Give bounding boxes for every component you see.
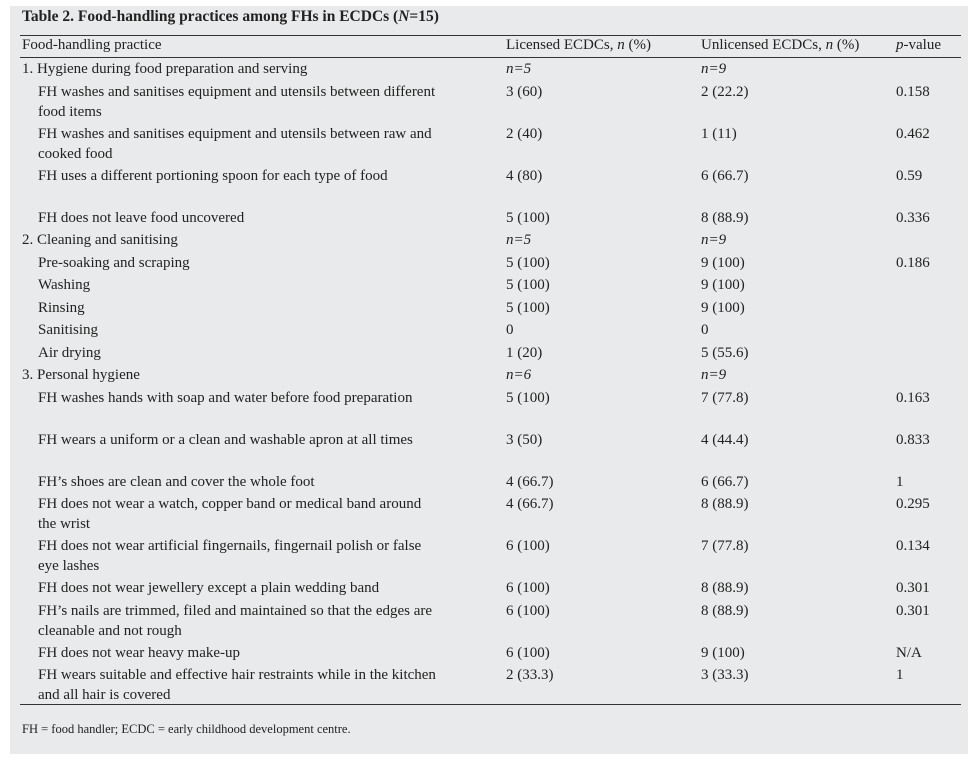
licensed-cell: n=6 — [506, 367, 532, 383]
practice-cell: FH does not wear a watch, copper band or medical band around the wrist — [38, 496, 422, 532]
table-title: Table 2. Food-handling practices among FHs in ECDCs (N=15) — [22, 8, 439, 25]
licensed-cell: 6 (100) — [506, 580, 550, 596]
table-row — [10, 535, 968, 577]
licensed-cell: 4 (66.7) — [506, 473, 554, 490]
licensed-cell: 2 (33.3) — [506, 667, 554, 683]
licensed-cell: 5 (100) — [506, 209, 550, 226]
practice-cell: Rinsing — [38, 299, 85, 316]
licensed-cell: 1 (20) — [506, 344, 543, 361]
p-value-cell: 1 — [896, 667, 904, 683]
table-row — [10, 387, 968, 429]
table-row — [10, 81, 968, 123]
unlicensed-cell: 1 (11) — [701, 125, 737, 142]
table-row — [10, 319, 968, 342]
licensed-cell: 4 (80) — [506, 167, 543, 184]
unlicensed-cell: 9 (100) — [701, 277, 745, 293]
unlicensed-cell: 8 (88.9) — [701, 209, 749, 226]
table-row — [10, 274, 968, 297]
table-row — [10, 297, 968, 320]
practice-cell: FH washes hands with soap and water before food preparation — [38, 389, 413, 406]
practice-cell: FH does not leave food uncovered — [38, 209, 245, 226]
table-panel — [10, 6, 968, 754]
table-row — [10, 664, 968, 706]
table-row — [10, 165, 968, 207]
practice-cell: FH does not wear heavy make-up — [38, 644, 241, 661]
practice-cell: FH washes and sanitises equipment and utensils between different food items — [38, 83, 436, 120]
section-heading: 2. Cleaning and sanitising — [22, 232, 178, 248]
header-licensed: Licensed ECDCs, n (%) — [506, 37, 651, 53]
practice-cell: Washing — [38, 277, 91, 293]
header-unlicensed: Unlicensed ECDCs, n (%) — [701, 37, 860, 53]
practice-cell: Pre-soaking and scraping — [38, 254, 190, 271]
section-row — [10, 364, 968, 387]
licensed-cell: 5 (100) — [506, 299, 550, 316]
licensed-cell: 4 (66.7) — [506, 496, 554, 512]
table-row — [10, 493, 968, 535]
licensed-cell: 0 — [506, 322, 514, 338]
p-value-cell: 0.336 — [896, 209, 930, 226]
licensed-cell: n=5 — [506, 61, 532, 77]
unlicensed-cell: 5 (55.6) — [701, 344, 749, 361]
table-row — [10, 342, 968, 365]
p-value-cell: 0.462 — [896, 125, 930, 142]
section-heading: 1. Hygiene during food preparation and serving — [22, 61, 308, 77]
p-value-cell: 0.833 — [896, 431, 930, 448]
unlicensed-cell: 7 (77.8) — [701, 538, 749, 554]
p-value-cell: 0.301 — [896, 602, 930, 619]
table-row — [10, 207, 968, 230]
practice-cell: FH uses a different portioning spoon for each type of food — [38, 167, 388, 184]
p-value-cell: 0.295 — [896, 496, 930, 512]
unlicensed-cell: n=9 — [701, 367, 727, 383]
table-row — [10, 642, 968, 665]
header-practice: Food-handling practice — [22, 37, 162, 53]
p-value-cell: 1 — [896, 473, 904, 490]
unlicensed-cell: 9 (100) — [701, 644, 745, 661]
practice-cell: FH’s shoes are clean and cover the whole foot — [38, 473, 315, 490]
practice-cell: FH does not wear artificial fingernails, fingernail polish or false eye lashes — [38, 538, 422, 574]
header-p-value: p-value — [896, 37, 941, 53]
licensed-cell: 5 (100) — [506, 277, 550, 293]
section-row — [10, 229, 968, 252]
bottom-rule — [20, 704, 961, 705]
licensed-cell: 3 (60) — [506, 83, 543, 100]
p-value-cell: 0.186 — [896, 254, 930, 271]
table-row — [10, 429, 968, 471]
table-row — [10, 123, 968, 165]
table-row — [10, 252, 968, 275]
unlicensed-cell: 2 (22.2) — [701, 83, 749, 100]
p-value-cell: 0.59 — [896, 167, 923, 184]
table-row — [10, 577, 968, 600]
practice-cell: FH wears a uniform or a clean and washable apron at all times — [38, 431, 413, 448]
unlicensed-cell: 3 (33.3) — [701, 667, 749, 683]
p-value-cell: 0.134 — [896, 538, 930, 554]
section-row — [10, 58, 968, 81]
practice-cell: Air drying — [38, 344, 101, 361]
table-row — [10, 471, 968, 494]
p-value-cell: N/A — [896, 644, 922, 661]
section-heading: 3. Personal hygiene — [22, 367, 140, 383]
unlicensed-cell: 8 (88.9) — [701, 580, 749, 596]
p-value-cell: 0.301 — [896, 580, 930, 596]
top-rule — [20, 35, 961, 36]
unlicensed-cell: 7 (77.8) — [701, 389, 749, 406]
unlicensed-cell: 8 (88.9) — [701, 496, 749, 512]
unlicensed-cell: 8 (88.9) — [701, 602, 749, 619]
p-value-cell: 0.158 — [896, 83, 930, 100]
licensed-cell: 6 (100) — [506, 602, 550, 619]
licensed-cell: 2 (40) — [506, 125, 543, 142]
table-body — [10, 58, 968, 706]
practice-cell: FH does not wear jewellery except a plain wedding band — [38, 580, 380, 596]
unlicensed-cell: n=9 — [701, 232, 727, 248]
licensed-cell: 6 (100) — [506, 538, 550, 554]
licensed-cell: 6 (100) — [506, 644, 550, 661]
unlicensed-cell: 9 (100) — [701, 299, 745, 316]
unlicensed-cell: 4 (44.4) — [701, 431, 749, 448]
table-row — [10, 600, 968, 642]
unlicensed-cell: 6 (66.7) — [701, 473, 749, 490]
unlicensed-cell: 6 (66.7) — [701, 167, 749, 184]
practice-cell: FH wears suitable and effective hair restraints while in the kitchen and all hair is covered — [38, 667, 436, 703]
p-value-cell: 0.163 — [896, 389, 930, 406]
unlicensed-cell: 9 (100) — [701, 254, 745, 271]
unlicensed-cell: n=9 — [701, 61, 727, 77]
practice-cell: Sanitising — [38, 322, 99, 338]
licensed-cell: 3 (50) — [506, 431, 543, 448]
practice-cell: FH’s nails are trimmed, filed and maintained so that the edges are cleanable and not rough — [38, 602, 433, 639]
unlicensed-cell: 0 — [701, 322, 709, 338]
licensed-cell: 5 (100) — [506, 389, 550, 406]
practice-cell: FH washes and sanitises equipment and utensils between raw and cooked food — [38, 125, 432, 162]
licensed-cell: 5 (100) — [506, 254, 550, 271]
licensed-cell: n=5 — [506, 232, 532, 248]
table-footnote: FH = food handler; ECDC = early childhood development centre. — [22, 722, 351, 736]
